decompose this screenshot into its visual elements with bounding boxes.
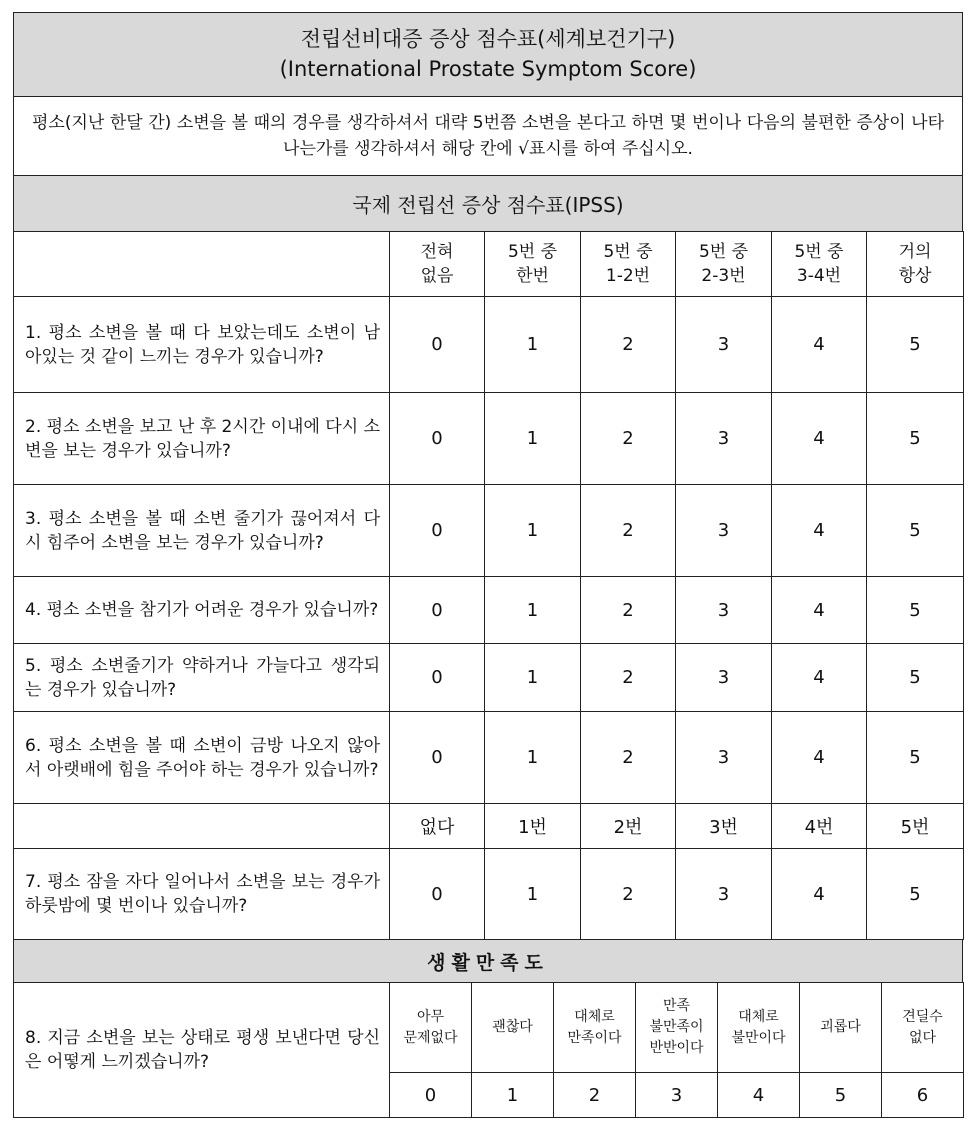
qol-score-option[interactable]: 1 [471,1072,554,1118]
qol-option-label: 대체로 불만이다 [717,982,800,1073]
score-option[interactable]: 3 [675,848,772,940]
score-option[interactable]: 2 [580,296,676,393]
score-option[interactable]: 1 [484,392,581,485]
score-option[interactable]: 0 [389,484,485,577]
qol-option-label: 괴롭다 [799,982,882,1073]
qol-option-label: 대체로 만족이다 [553,982,636,1073]
score-option[interactable]: 3 [675,392,772,485]
score-option[interactable]: 0 [389,392,485,485]
score-option[interactable]: 2 [580,392,676,485]
ipss-form [13,12,963,1118]
qol-score-option[interactable]: 5 [799,1072,882,1118]
score-option[interactable]: 5 [866,296,964,393]
score-option[interactable]: 1 [484,848,581,940]
question-text: 3. 평소 소변을 볼 때 소변 줄기가 끊어져서 다시 힘주어 소변을 보는 경우가 있습니까? [13,484,390,577]
score-option[interactable]: 4 [771,392,867,485]
qol-score-option[interactable]: 4 [717,1072,800,1118]
score-option[interactable]: 5 [866,643,964,712]
question-text: 4. 평소 소변을 참기가 어려운 경우가 있습니까? [13,576,390,644]
score-option[interactable]: 2 [580,643,676,712]
frequency-header: 전혀 없음 [389,231,485,297]
instructions-box [13,96,963,176]
question-text: 2. 평소 소변을 보고 난 후 2시간 이내에 다시 소변을 보는 경우가 있습니까? [13,392,390,485]
score-option[interactable]: 3 [675,711,772,804]
qol-score-option[interactable]: 0 [389,1072,472,1118]
score-option[interactable]: 5 [866,848,964,940]
score-option[interactable]: 3 [675,643,772,712]
frequency-header: 5번 중 1-2번 [580,231,676,297]
score-option[interactable]: 0 [389,643,485,712]
score-option[interactable]: 0 [389,296,485,393]
frequency-header: 5번 중 한번 [484,231,581,297]
form-title: 전립선비대증 증상 점수표(세계보건기구) [300,27,676,51]
question-text: 7. 평소 잠을 자다 일어나서 소변을 보는 경우가 하룻밤에 몇 번이나 있습니까? [13,848,390,940]
nocturia-header: 2번 [580,803,676,849]
qol-score-option[interactable]: 6 [881,1072,964,1118]
title-box [13,12,963,97]
score-option[interactable]: 2 [580,576,676,644]
form-subtitle: (International Prostate Symptom Score) [279,57,697,81]
blank-header-cell [13,231,390,297]
score-option[interactable]: 4 [771,643,867,712]
question-text: 5. 평소 소변줄기가 약하거나 가늘다고 생각되는 경우가 있습니까? [13,643,390,712]
score-option[interactable]: 3 [675,484,772,577]
score-option[interactable]: 5 [866,392,964,485]
score-option[interactable]: 0 [389,576,485,644]
question-text: 6. 평소 소변을 볼 때 소변이 금방 나오지 않아서 아랫배에 힘을 주어야 하는 경우가 있습니까? [13,711,390,804]
nocturia-header: 3번 [675,803,772,849]
score-option[interactable]: 4 [771,848,867,940]
nocturia-header: 없다 [389,803,485,849]
score-option[interactable]: 4 [771,484,867,577]
qol-score-option[interactable]: 3 [635,1072,718,1118]
score-option[interactable]: 2 [580,484,676,577]
score-option[interactable]: 2 [580,711,676,804]
score-option[interactable]: 1 [484,576,581,644]
qol-option-label: 견딜수 없다 [881,982,964,1073]
score-option[interactable]: 1 [484,484,581,577]
qol-option-label: 만족 불만족이 반반이다 [635,982,718,1073]
ipss-section-title: 국제 전립선 증상 점수표(IPSS) [13,175,963,232]
score-option[interactable]: 1 [484,711,581,804]
score-option[interactable]: 5 [866,484,964,577]
score-option[interactable]: 5 [866,711,964,804]
question-text: 1. 평소 소변을 볼 때 다 보았는데도 소변이 남아있는 것 같이 느끼는 경우가 있습니까? [13,296,390,393]
score-option[interactable]: 1 [484,643,581,712]
frequency-header: 5번 중 3-4번 [771,231,867,297]
score-option[interactable]: 4 [771,576,867,644]
nocturia-header: 4번 [771,803,867,849]
qol-option-label: 괜찮다 [471,982,554,1073]
qol-question-text: 8. 지금 소변을 보는 상태로 평생 보낸다면 당신은 어떻게 느끼겠습니까? [13,982,390,1118]
qol-section-title: 생활만족도 [13,939,963,983]
instructions-text: 평소(지난 한달 간) 소변을 볼 때의 경우를 생각하셔서 대략 5번쯤 소변을 본다고 하면 몇 번이나 다음의 불편한 증상이 나타나는가를 생각하셔서 해당 칸에 √표시를 하여 주십시오. [32,113,944,159]
score-option[interactable]: 4 [771,711,867,804]
score-option[interactable]: 4 [771,296,867,393]
score-option[interactable]: 2 [580,848,676,940]
qol-score-option[interactable]: 2 [553,1072,636,1118]
score-option[interactable]: 3 [675,296,772,393]
score-option[interactable]: 0 [389,711,485,804]
score-option[interactable]: 5 [866,576,964,644]
score-option[interactable]: 3 [675,576,772,644]
nocturia-header: 5번 [866,803,964,849]
frequency-header: 5번 중 2-3번 [675,231,772,297]
score-option[interactable]: 0 [389,848,485,940]
score-option[interactable]: 1 [484,296,581,393]
qol-option-label: 아무 문제없다 [389,982,472,1073]
nocturia-header: 1번 [484,803,581,849]
blank-header-cell [13,803,390,849]
frequency-header: 거의 항상 [866,231,964,297]
